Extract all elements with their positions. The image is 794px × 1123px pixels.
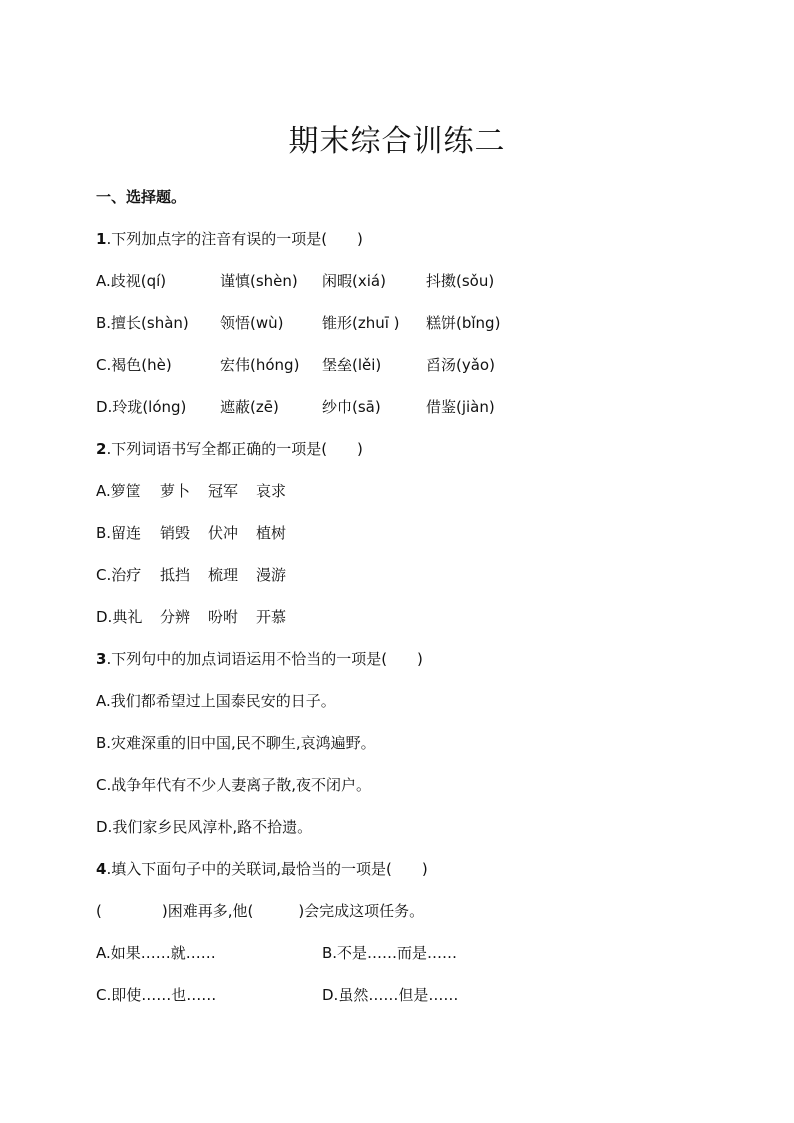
option-word: 冠军	[208, 482, 239, 500]
option-word: B.留连	[96, 524, 142, 542]
q4-options-row-1	[96, 943, 696, 963]
q1-option-d	[96, 397, 696, 417]
question-4-stem	[96, 859, 428, 879]
q2-option-b	[96, 523, 696, 543]
option-word: 哀求	[256, 482, 287, 500]
option-word: C.治疗	[96, 566, 142, 584]
option-word: 抖擞(sǒu)	[426, 272, 495, 290]
page-title: 期末综合训练二	[288, 124, 506, 159]
option-word: 吩咐	[208, 608, 239, 626]
option-word: 堡垒(lěi)	[322, 356, 382, 374]
option-word: 舀汤(yǎo)	[426, 356, 495, 374]
question-text: .下列句中的加点词语运用不恰当的一项是( )	[106, 650, 423, 668]
question-text: .填入下面句子中的关联词,最恰当的一项是( )	[106, 860, 428, 878]
q4-option-c: C.即使……也……	[96, 986, 217, 1004]
question-1-stem	[96, 229, 363, 249]
option-word: 漫游	[256, 566, 287, 584]
question-text: .下列词语书写全都正确的一项是( )	[106, 440, 363, 458]
option-word: B.擅长(shàn)	[96, 314, 189, 332]
q4-options-row-2	[96, 985, 696, 1005]
option-word: 谨慎(shèn)	[220, 272, 298, 290]
option-word: C.褐色(hè)	[96, 356, 172, 374]
option-word: 宏伟(hóng)	[220, 356, 300, 374]
q4-option-d: D.虽然……但是……	[322, 986, 459, 1004]
q1-option-c	[96, 355, 696, 375]
option-word: D.玲珑(lóng)	[96, 398, 187, 416]
q4-sentence: ( )困难再多,他( )会完成这项任务。	[96, 902, 425, 920]
option-word: 销毁	[160, 524, 191, 542]
question-number: 3	[96, 650, 107, 668]
option-word: 分辨	[160, 608, 191, 626]
section-heading-choice: 一、选择题。	[96, 188, 187, 206]
question-3-stem	[96, 649, 423, 669]
option-word: 植树	[256, 524, 287, 542]
q3-option-b: B.灾难深重的旧中国,民不聊生,哀鸿遍野。	[96, 734, 376, 752]
option-word: 萝卜	[160, 482, 191, 500]
q4-option-a: A.如果……就……	[96, 944, 216, 962]
option-word: 伏冲	[208, 524, 239, 542]
q4-option-b: B.不是……而是……	[322, 944, 458, 962]
option-word: 锥形(zhuī )	[322, 314, 400, 332]
q1-option-a	[96, 271, 696, 291]
option-word: A.歧视(qí)	[96, 272, 167, 290]
option-word: 领悟(wù)	[220, 314, 284, 332]
q2-option-c	[96, 565, 696, 585]
question-text: .下列加点字的注音有误的一项是( )	[106, 230, 363, 248]
option-word: 遮蔽(zē)	[220, 398, 279, 416]
option-word: 糕饼(bǐng)	[426, 314, 501, 332]
option-word: 闲暇(xiá)	[322, 272, 386, 290]
question-2-stem	[96, 439, 363, 459]
question-number: 2	[96, 440, 107, 458]
option-word: A.箩筐	[96, 482, 141, 500]
q3-option-c: C.战争年代有不少人妻离子散,夜不闭户。	[96, 776, 372, 794]
option-word: 纱巾(sā)	[322, 398, 381, 416]
q3-option-a: A.我们都希望过上国泰民安的日子。	[96, 692, 336, 710]
option-word: D.典礼	[96, 608, 143, 626]
question-number: 4	[96, 860, 107, 878]
option-word: 梳理	[208, 566, 239, 584]
q2-option-d	[96, 607, 696, 627]
option-word: 开慕	[256, 608, 287, 626]
q3-option-d: D.我们家乡民风淳朴,路不拾遗。	[96, 818, 313, 836]
option-word: 抵挡	[160, 566, 191, 584]
q1-option-b	[96, 313, 696, 333]
question-number: 1	[96, 230, 107, 248]
q2-option-a	[96, 481, 696, 501]
option-word: 借鉴(jiàn)	[426, 398, 495, 416]
